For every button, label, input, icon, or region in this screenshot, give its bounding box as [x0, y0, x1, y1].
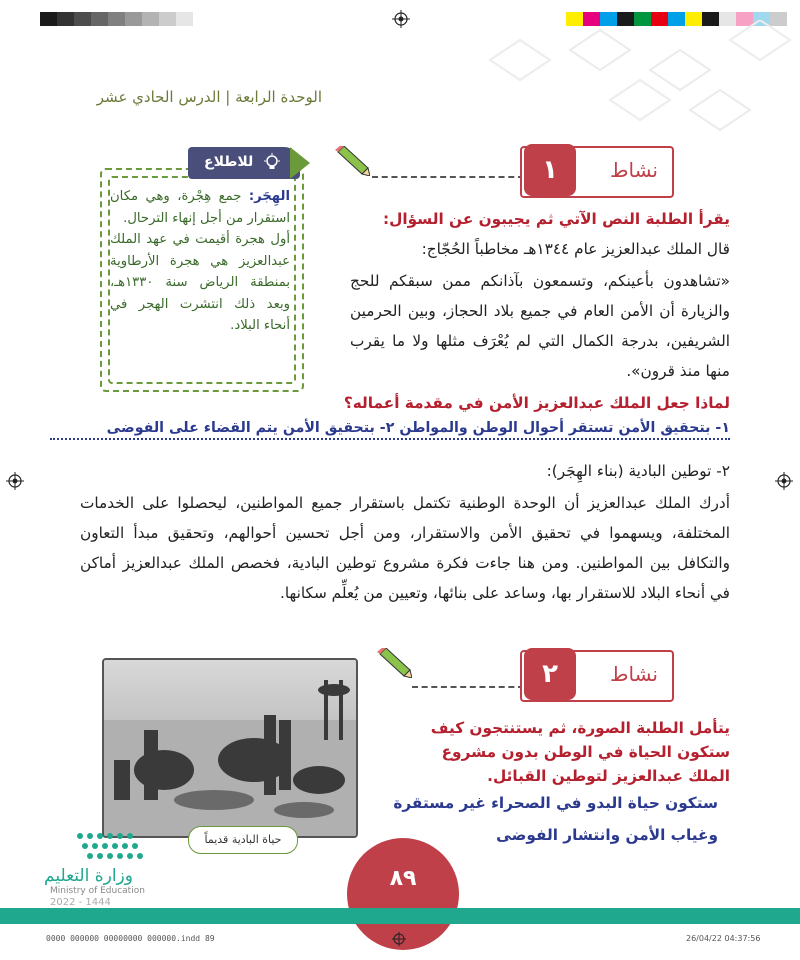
slug-timestamp: 26/04/22 04:37:56 — [686, 934, 761, 943]
gray-swatch — [108, 12, 125, 26]
registration-mark-icon — [392, 10, 410, 28]
activity-2-number: ٢ — [524, 648, 576, 700]
registration-mark-icon — [392, 932, 406, 946]
pencil-icon — [376, 648, 412, 678]
info-paragraph-2: أول هجرة أقيمت في عهد الملك عبدالعزيز هي هجرة الأرطاوية بمنطقة الرياض سنة ١٣٣٠هـ، وبعد ذلك انتشرت الهجر في أنحاء البلاد. — [110, 232, 290, 333]
gray-swatch — [193, 12, 210, 26]
registration-mark-icon — [6, 472, 24, 490]
ministry-year: 2022 - 1444 — [50, 897, 111, 908]
info-paragraph-1: جمع هِجْرة، وهي مكان استقرار من أجل إنهاء الترحال. — [110, 189, 290, 226]
footer-band — [0, 908, 800, 924]
activity-1-quote: «تشاهدون بأعينكم، وتسمعون بآذانكم ممن سبقكم للحج والزيارة أن الأمن العام في جميع بلاد الحجاز، وبين الحرمين الشريفين، بدرجة الكمال التي لم يُعْرَف مثلها ولا ما يقرب منها منذ قرون». — [350, 272, 730, 380]
info-tag-label: للاطلاع — [204, 154, 254, 170]
background-pattern — [430, 20, 800, 140]
gray-swatch — [74, 12, 91, 26]
activity-1-instruction: يقرأ الطلبة النص الآتي ثم يجيبون عن السؤال: — [382, 210, 730, 228]
ministry-logo-icon — [70, 828, 150, 868]
page-number: ٨٩ — [389, 866, 417, 891]
info-tag-arrow — [290, 147, 310, 179]
lightbulb-icon — [262, 153, 282, 173]
gray-swatch — [125, 12, 142, 26]
gray-swatch — [40, 12, 57, 26]
activity-1-answer: ١- بتحقيق الأمن تستقر أحوال الوطن والمواطن ٢- بتحقيق الأمن يتم القضاء على الفوضى — [50, 420, 730, 440]
gray-swatch — [91, 12, 108, 26]
activity-1-dash-line — [372, 176, 524, 178]
ministry-name-arabic: وزارة التعليم — [44, 866, 133, 886]
section-2-heading: ٢- توطين البادية (بناء الهِجَر): — [546, 462, 730, 480]
gray-swatch — [176, 12, 193, 26]
activity-1-label: نشاط — [610, 158, 658, 182]
running-head: الوحدة الرابعة | الدرس الحادي عشر — [96, 88, 322, 106]
activity-2-label: نشاط — [610, 662, 658, 686]
info-text — [110, 186, 290, 337]
bedouin-photo — [102, 658, 358, 838]
registration-mark-icon — [775, 472, 793, 490]
gray-swatch — [57, 12, 74, 26]
pencil-icon — [334, 146, 370, 176]
slug-file: 0000 000000 00000000 000000.indd 89 — [46, 934, 215, 943]
info-tag — [188, 147, 300, 179]
grayscale-bar — [40, 12, 210, 26]
info-term: الهِجَر: — [248, 189, 290, 204]
ministry-name-english: Ministry of Education — [50, 886, 145, 896]
section-2-paragraph: أدرك الملك عبدالعزيز أن الوحدة الوطنية تكتمل باستقرار جميع المواطنين، ليحصلوا على الخدمات المختلفة، ويسهموا في تحقيق الأمن والاستقرار، ومن أجل تحسين أحوالهم، وتحقيق مبدأ التعاون والتكافل بين المواطنين. ومن هنا جاءت فكرة مشروع توطين البادية، فخصص الملك عبدالعزيز أماكن في أنحاء البلاد للاستقرار بها، وساعد على بنائها، وتعيين من يُعلِّم سكانها. — [80, 494, 730, 602]
gray-swatch — [142, 12, 159, 26]
activity-1-number: ١ — [524, 144, 576, 196]
photo-caption: حياة البادية قديماً — [188, 826, 298, 854]
activity-2-dash-line — [412, 686, 524, 688]
activity-2-instruction: يتأمل الطلبة الصورة، ثم يستنتجون كيف ستكون الحياة في الوطن بدون مشروع الملك عبدالعزيز لتوطين القبائل. — [430, 719, 730, 785]
activity-2-answer-line-1: ستكون حياة البدو في الصحراء غير مستقرة — [393, 794, 718, 812]
activity-2-answer-line-2: وغياب الأمن وانتشار الفوضى — [496, 826, 718, 844]
activity-1-question: لماذا جعل الملك عبدالعزيز الأمن في مقدمة أعماله؟ — [343, 394, 730, 412]
activity-1-intro: قال الملك عبدالعزيز عام ١٣٤٤هـ مخاطباً الحُجّاج: — [421, 240, 730, 258]
gray-swatch — [159, 12, 176, 26]
